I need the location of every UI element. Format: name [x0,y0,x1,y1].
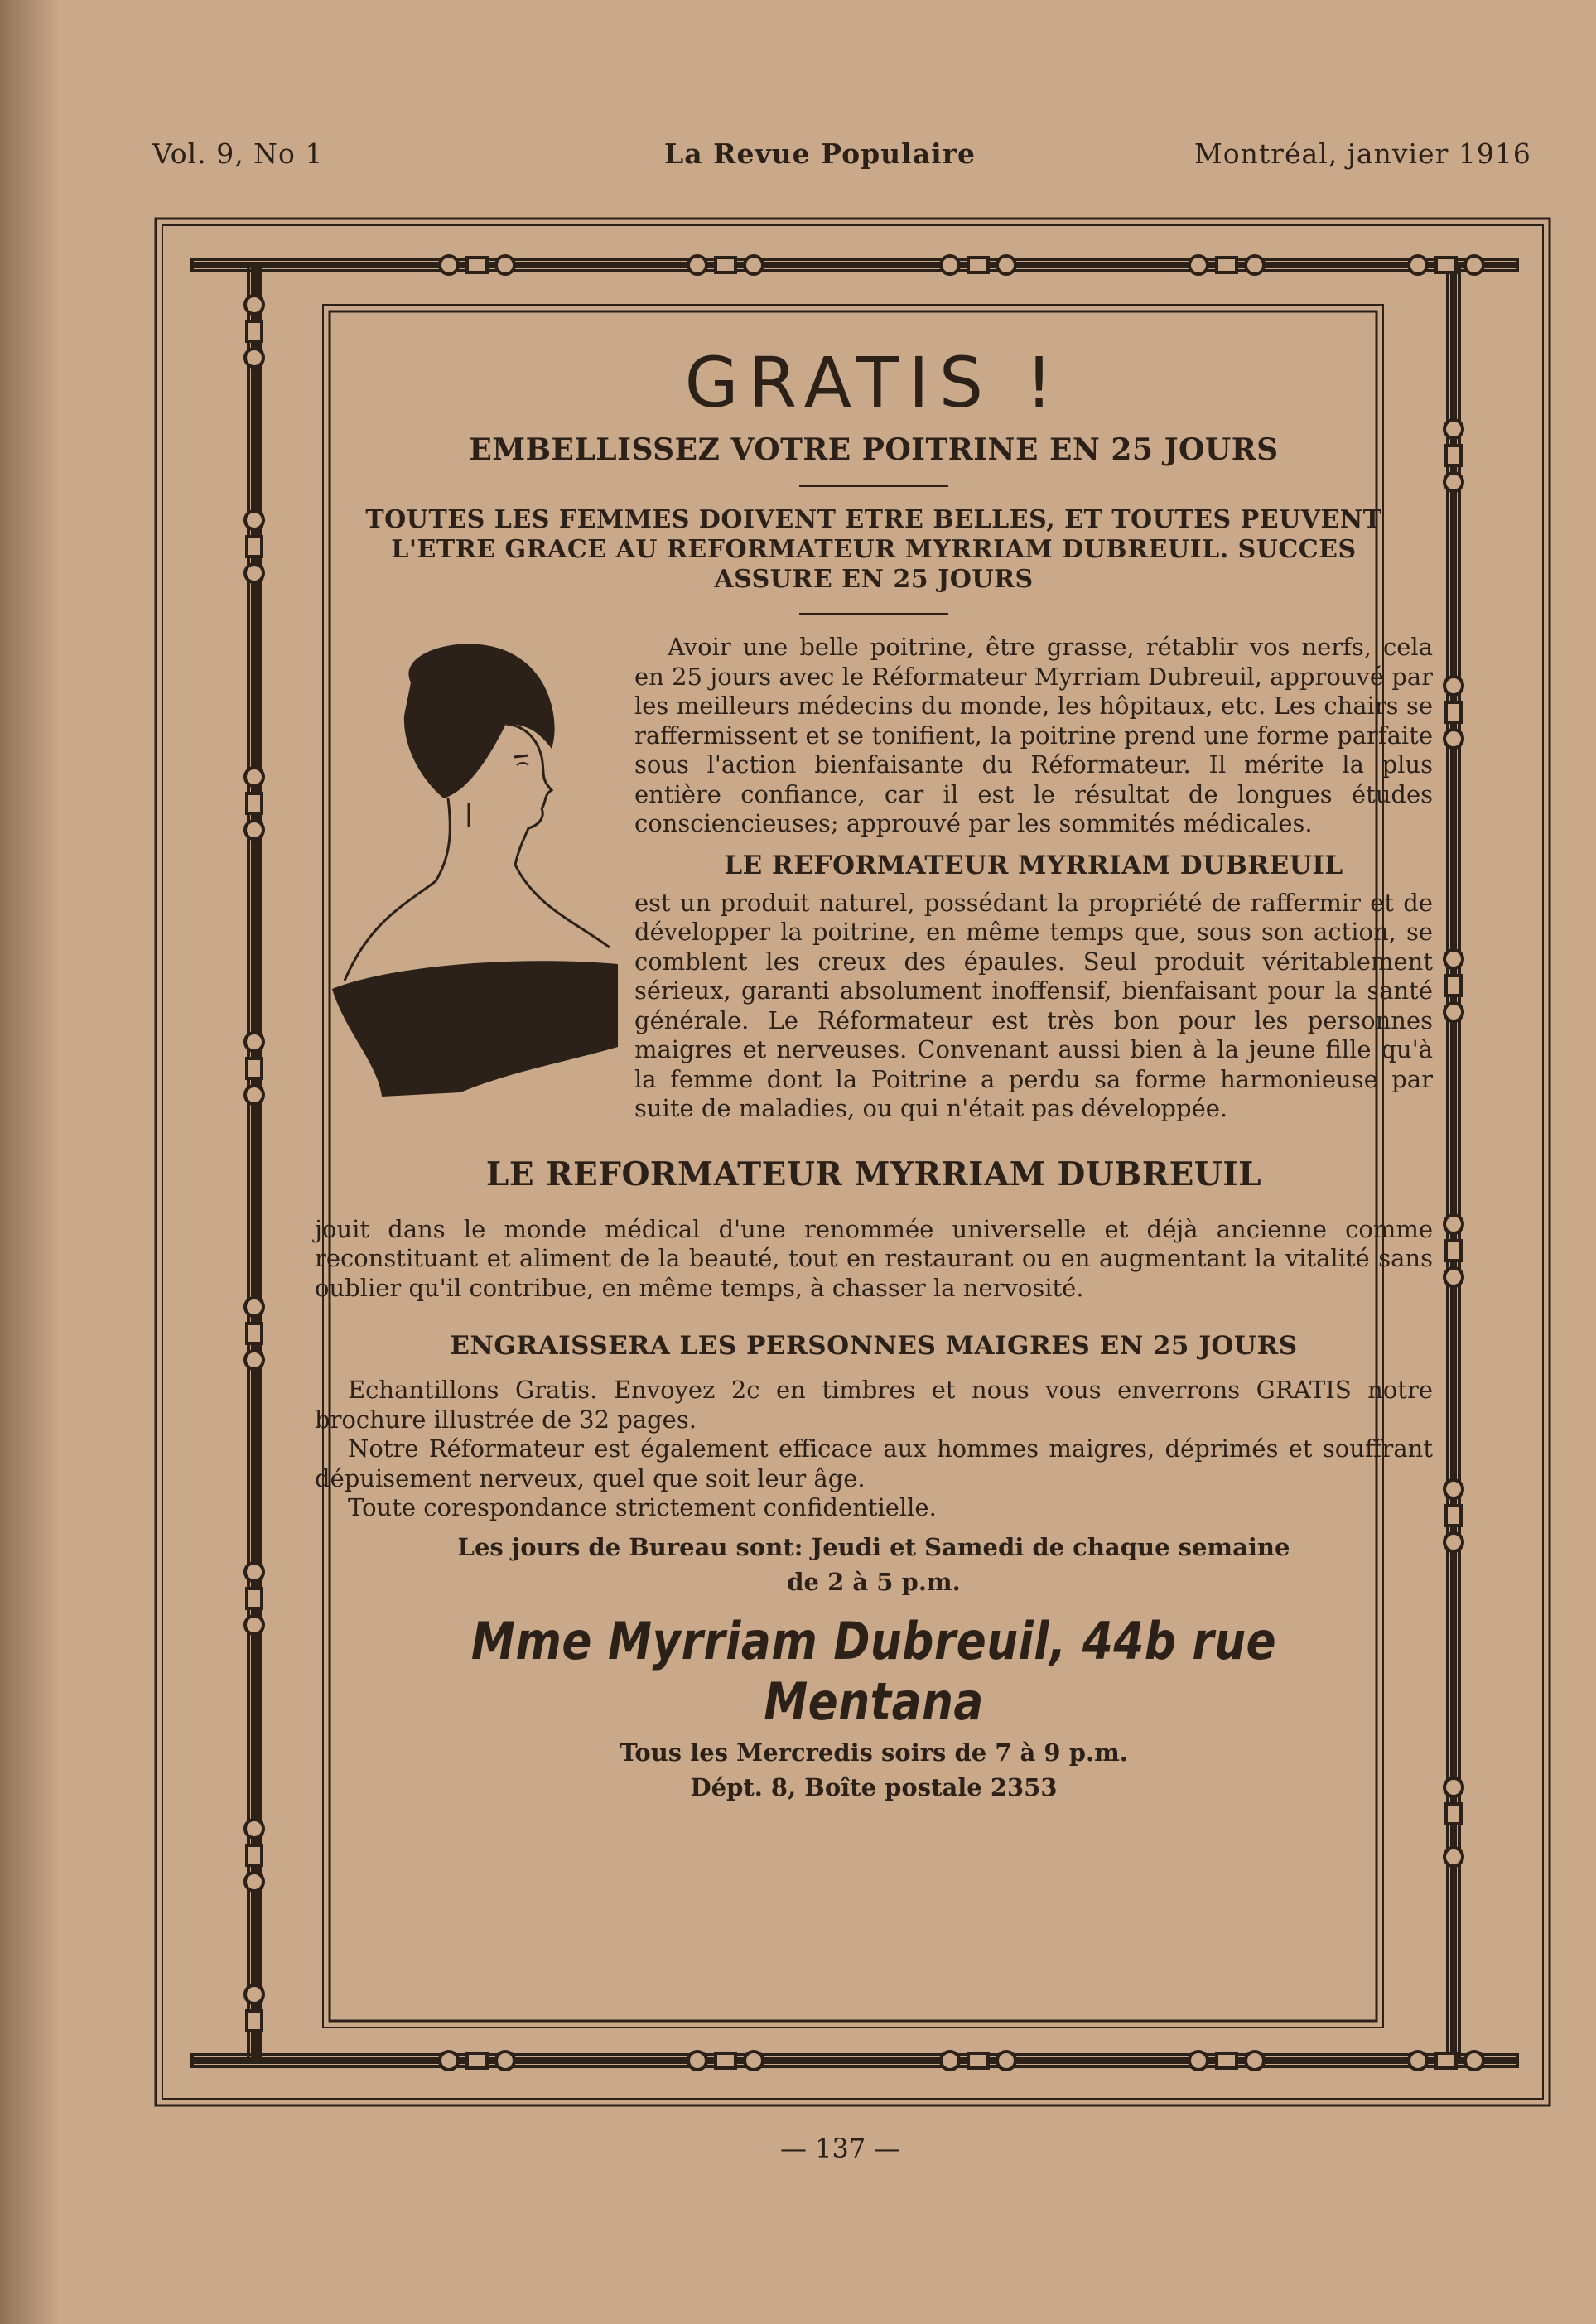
divider [799,613,948,615]
ad-heading-2: LE REFORMATEUR MYRRIAM DUBREUIL [485,1155,1262,1193]
woman-portrait [311,633,626,1097]
office-hours: de 2 à 5 p.m. [787,1567,961,1596]
ad-lead: TOUTES LES FEMMES DOIVENT ETRE BELLES, ET TOUTES PEUVENT L'ETRE GRACE AU REFORMATEUR MYRRIAM DUBREUIL. SUCCES ASSURE EN 25 JOURS [365,505,1382,594]
ad-paragraph-3: jouit dans le monde médical d'une renommée universelle et déjà ancienne comme reconstituant et aliment de la beauté, tout en restaurant ou en augmentant la vitalité sans oublier qu'il contribue, en même temps, à chasser la nervosité. [315,1214,1433,1302]
ad-title: GRATIS ! [684,342,1063,423]
office-days: Les jours de Bureau sont: Jeudi et Samedi de chaque semaine [457,1532,1290,1561]
ad-paragraph-2: est un produit naturel, possédant la propriété de raffermir et de développer la poitrine, en même temps que, sous son action, se comblent les creux des épaules. Seul produit véritablement sérieux, garanti absolument inoffensif, bienfaisant pour la santé générale. Le Réformateur est très bon pour les personnes maigres et nerveuses. Convenant aussi bien à la jeune fille qu'à la femme dont la Poitrine a perdu sa forme harmonieuse par suite de maladies, ou qui n'était pas développée. [634,888,1433,1122]
ad-heading-3: ENGRAISSERA LES PERSONNES MAIGRES EN 25 JOURS [450,1331,1298,1361]
ad-paragraph-1: Avoir une belle poitrine, être grasse, rétablir vos nerfs, cela en 25 jours avec le Réformateur Myrriam Dubreuil, approuvé par les meilleurs médecins du monde, les hôpitaux, etc. Les chairs se raffermissent et se tonifient, la poitrine prend une forme parfaite sous l'action bienfaisante du Réformateur. Il mérite la plus entière confiance, car il est le résultat de longues études consciencieuses; approuvé par les sommités médicales. [634,633,1433,837]
ad-men-note: Notre Réformateur est également efficace aux hommes maigres, déprimés et souffrant dépuisement nerveux, quel que soit leur âge. [315,1434,1433,1492]
advertisement [315,342,1433,1808]
magazine-title: La Revue Populaire [664,137,976,170]
advertiser-signature: Mme Myrriam Dubreuil, 44b rue Mentana [470,1610,1277,1732]
wednesday-hours: Tous les Mercredis soirs de 7 à 9 p.m. [620,1738,1128,1767]
ad-subtitle: EMBELLISSEZ VOTRE POITRINE EN 25 JOURS [469,432,1279,467]
magazine-page [60,0,1596,2324]
woman-portrait-illustration [311,633,626,1097]
divider [799,485,948,487]
postal-address: Dépt. 8, Boîte postale 2353 [690,1772,1058,1801]
volume-number: Vol. 9, No 1 [152,137,324,170]
ad-samples-offer: Echantillons Gratis. Envoyez 2c en timbres et nous vous enverrons GRATIS notre brochure illustrée de 32 pages. [315,1376,1433,1434]
page-number: — 137 — [780,2133,901,2164]
ad-heading-1: LE REFORMATEUR MYRRIAM DUBREUIL [724,850,1343,880]
ad-confidential-note: Toute corespondance strictement confidentielle. [348,1493,937,1521]
issue-date: Montréal, janvier 1916 [1194,137,1531,170]
book-spine-shadow [0,0,60,2324]
